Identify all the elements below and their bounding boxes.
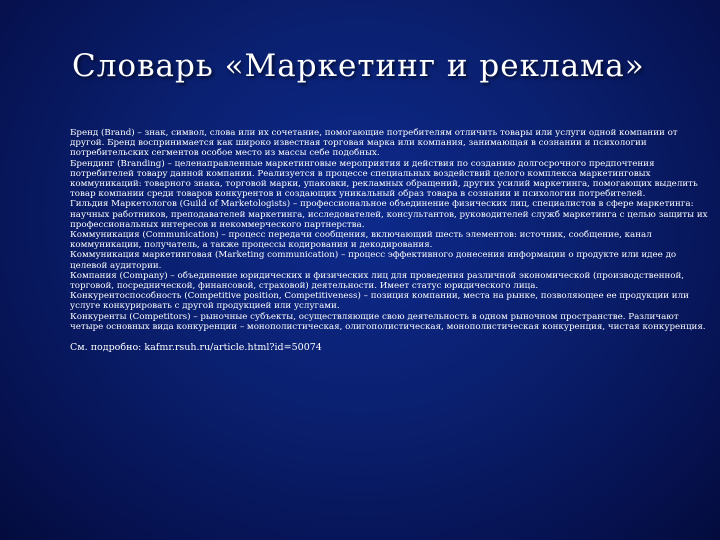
definition-marketing-communication: Коммуникация маркетинговая (Marketing communication) – процесс эффективного донесения информации о продукте или идее до целевой аудитории. [70,250,677,271]
definition-brand: Бренд (Brand) – знак, символ, слова или их сочетание, помогающие потребителям отличить товары или услуги одной компании от другой. Бренд воспринимается как широко известная торговая марка или компания, занимающая в сознании и психологии потребительских сегментов особое место из массы себе подобных. [70,128,678,159]
definition-guild: Гильдия Маркетологов (Guild of Marketologists) – профессиональное объединение физических лиц, специалистов в сфере маркетинга: научных работников, преподавателей маркетинга, исследователей, консультантов, руководителей служб маркетинга с целью защиты их профессиональных интересов и некоммерческого партнерства. [70,199,708,230]
source-link[interactable]: См. подробно: kafmr.rsuh.ru/article.html?id=50074 [70,342,322,354]
definition-company: Компания (Company) – объединение юридических и физических лиц для проведения различной экономической (производственной, торговой, посреднической, финансовой, страховой) деятельности. Имеет статус юридического лица. [70,270,685,292]
slide-title: Словарь «Маркетинг и реклама» [72,48,645,84]
definition-communication: Коммуникация (Communication) – процесс передачи сообщения, включающий шесть элементов: источник, сообщение, канал коммуникации, получатель, а также процессы кодирования и декодирования. [70,230,652,251]
definition-branding: Брендинг (Branding) – целенаправленные маркетинговые мероприятия и действия по созданию долгосрочного предпочтения потребителей товару данной компании. Реализуется в процессе специальных воздействий целого комплекса маркетинговых коммуникаций: товарного знака, торговой марки, упаковки, рекламных обращений, других усилий маркетинга, помогающих выделить товар компании среди товаров конкурентов и создающих уникальный образ товара в сознании и психологии потребителей. [70,158,698,200]
definition-competitors: Конкуренты (Competitors) – рыночные субъекты, осуществляющие свою деятельность в одном рыночном пространстве. Различают четыре основных вида конкуренции – монополистическая, олигополистическая, монополистическая конкуренция, чистая конкуренция. [70,311,706,332]
slide-body [70,128,710,363]
definition-competitiveness: Конкурентоспособность (Competitive position, Competitiveness) – позиция компании, места на рынке, позволяющее ее продукции или услуге конкурировать с другой продукцией или услугами. [70,291,689,312]
